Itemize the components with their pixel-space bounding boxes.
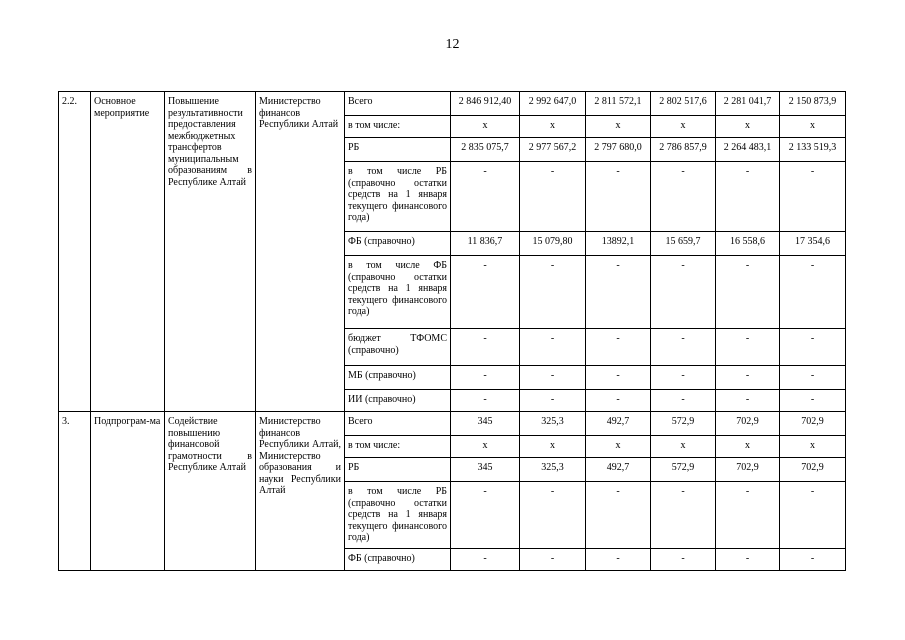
value-cell: - [520, 329, 586, 366]
value-cell: - [520, 366, 586, 390]
value-cell: х [451, 436, 520, 458]
value-cell: - [586, 329, 651, 366]
value-cell: - [651, 366, 716, 390]
item-executor: Министерство финансов Республики Алтай [256, 92, 345, 412]
value-cell: 702,9 [780, 458, 846, 482]
value-cell: х [520, 116, 586, 138]
value-cell: 492,7 [586, 412, 651, 436]
row-label: РБ [345, 458, 451, 482]
value-cell: 325,3 [520, 458, 586, 482]
item-type: Основное мероприятие [91, 92, 165, 412]
value-cell: 2 150 873,9 [780, 92, 846, 116]
value-cell: 2 264 483,1 [716, 138, 780, 162]
value-cell: 492,7 [586, 458, 651, 482]
value-cell: - [451, 162, 520, 232]
value-cell: 13892,1 [586, 232, 651, 256]
value-cell: - [780, 366, 846, 390]
value-cell: х [451, 116, 520, 138]
value-cell: х [780, 116, 846, 138]
row-label: в том числе: [345, 436, 451, 458]
page-number: 12 [445, 37, 460, 52]
row-label: в том числе: [345, 116, 451, 138]
value-cell: - [520, 482, 586, 549]
table-row [59, 92, 846, 116]
value-cell: - [780, 162, 846, 232]
value-cell: 15 659,7 [651, 232, 716, 256]
value-cell: 2 846 912,40 [451, 92, 520, 116]
value-cell: 2 797 680,0 [586, 138, 651, 162]
value-cell: - [716, 256, 780, 329]
value-cell: - [586, 482, 651, 549]
value-cell: х [651, 116, 716, 138]
value-cell: 17 354,6 [780, 232, 846, 256]
value-cell: 572,9 [651, 458, 716, 482]
value-cell: - [780, 549, 846, 571]
value-cell: 325,3 [520, 412, 586, 436]
value-cell: 2 281 041,7 [716, 92, 780, 116]
value-cell: - [520, 162, 586, 232]
value-cell: 16 558,6 [716, 232, 780, 256]
row-label: в том числе ФБ (справочно остатки средств на 1 января текущего финансового года) [345, 256, 451, 329]
value-cell: х [586, 116, 651, 138]
value-cell: 2 977 567,2 [520, 138, 586, 162]
value-cell: - [651, 162, 716, 232]
value-cell: х [716, 436, 780, 458]
item-type: Подпрограм-ма [91, 412, 165, 571]
value-cell: - [586, 366, 651, 390]
item-number: 3. [59, 412, 91, 571]
value-cell: 15 079,80 [520, 232, 586, 256]
value-cell: 702,9 [716, 412, 780, 436]
value-cell: х [586, 436, 651, 458]
value-cell: - [651, 482, 716, 549]
item-name: Повышение результативности предоставления межбюджетных трансфертов муниципальным образованиям в Республике Алтай [165, 92, 256, 412]
value-cell: 702,9 [780, 412, 846, 436]
row-label: ФБ (справочно) [345, 232, 451, 256]
value-cell: х [520, 436, 586, 458]
value-cell: - [520, 549, 586, 571]
value-cell: 2 811 572,1 [586, 92, 651, 116]
value-cell: - [451, 549, 520, 571]
value-cell: - [520, 256, 586, 329]
value-cell: 2 992 647,0 [520, 92, 586, 116]
value-cell: 2 802 517,6 [651, 92, 716, 116]
value-cell: - [716, 366, 780, 390]
value-cell: 2 133 519,3 [780, 138, 846, 162]
value-cell: 2 835 075,7 [451, 138, 520, 162]
value-cell: - [780, 482, 846, 549]
budget-table [58, 91, 846, 571]
value-cell: 345 [451, 458, 520, 482]
value-cell: - [586, 549, 651, 571]
value-cell: - [716, 162, 780, 232]
value-cell: - [780, 390, 846, 412]
value-cell: - [651, 256, 716, 329]
value-cell: - [716, 482, 780, 549]
item-executor: Министерство финансов Республики Алтай, Министерство образования и науки Республики Алтай [256, 412, 345, 571]
value-cell: - [451, 329, 520, 366]
value-cell: х [651, 436, 716, 458]
value-cell: - [716, 329, 780, 366]
value-cell: - [586, 390, 651, 412]
table-row [59, 412, 846, 436]
value-cell: - [520, 390, 586, 412]
row-label: Всего [345, 412, 451, 436]
row-label: ИИ (справочно) [345, 390, 451, 412]
value-cell: - [651, 549, 716, 571]
value-cell: - [716, 549, 780, 571]
value-cell: х [780, 436, 846, 458]
value-cell: - [780, 329, 846, 366]
value-cell: 345 [451, 412, 520, 436]
value-cell: 2 786 857,9 [651, 138, 716, 162]
item-number: 2.2. [59, 92, 91, 412]
value-cell: 702,9 [716, 458, 780, 482]
value-cell: - [651, 329, 716, 366]
row-label: МБ (справочно) [345, 366, 451, 390]
row-label: в том числе РБ (справочно остатки средств на 1 января текущего финансового года) [345, 482, 451, 549]
value-cell: - [780, 256, 846, 329]
row-label: Всего [345, 92, 451, 116]
value-cell: х [716, 116, 780, 138]
row-label: ФБ (справочно) [345, 549, 451, 571]
value-cell: - [451, 256, 520, 329]
item-name: Содействие повышению финансовой грамотности в Республике Алтай [165, 412, 256, 571]
value-cell: - [451, 482, 520, 549]
value-cell: - [586, 256, 651, 329]
value-cell: 11 836,7 [451, 232, 520, 256]
row-label: бюджет ТФОМС (справочно) [345, 329, 451, 366]
value-cell: - [651, 390, 716, 412]
value-cell: - [716, 390, 780, 412]
value-cell: - [451, 390, 520, 412]
row-label: в том числе РБ (справочно остатки средств на 1 января текущего финансового года) [345, 162, 451, 232]
value-cell: - [451, 366, 520, 390]
row-label: РБ [345, 138, 451, 162]
value-cell: - [586, 162, 651, 232]
value-cell: 572,9 [651, 412, 716, 436]
